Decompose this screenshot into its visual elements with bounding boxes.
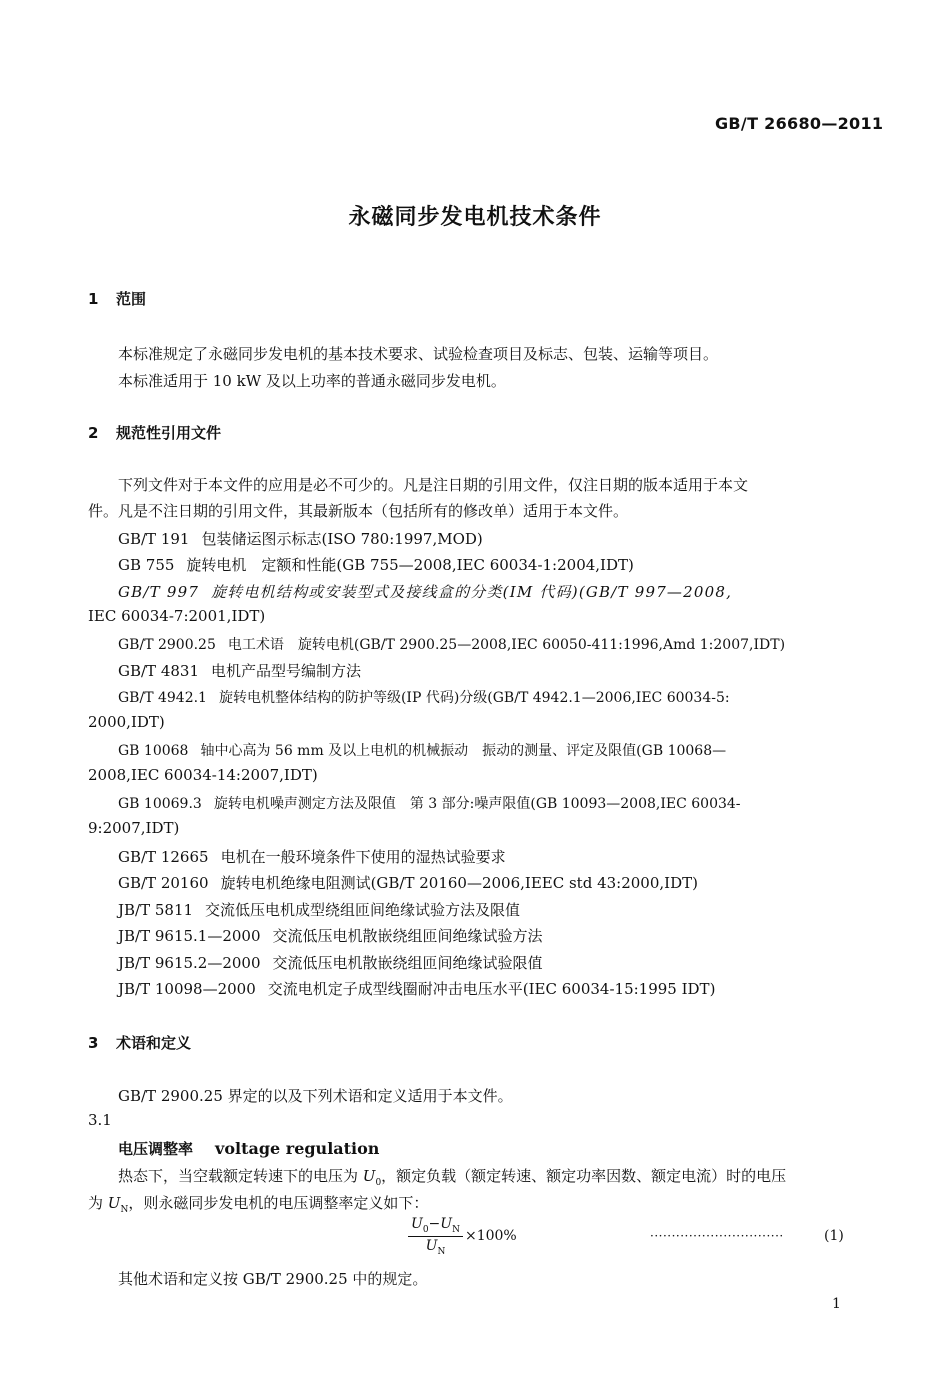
standard-number: GB/T 26680—2011 [715, 114, 884, 133]
reference-code: GB/T 20160 [118, 874, 209, 892]
reference-continuation: IEC 60034-7:2001,IDT) [88, 607, 266, 625]
reference-item [118, 952, 543, 973]
reference-continuation: 2008,IEC 60034-14:2007,IDT) [88, 766, 318, 784]
reference-title: 旋转电机噪声测定方法及限值 第 3 部分:噪声限值(GB 10093—2008,IEC 60034- [213, 796, 741, 812]
reference-item [118, 899, 520, 920]
reference-item [118, 740, 726, 760]
minus-sign: − [428, 1216, 441, 1232]
formula-multiplier: ×100% [464, 1228, 517, 1245]
equation-leader-dots: ······························· [650, 1229, 784, 1243]
reference-code: GB/T 4831 [118, 662, 200, 680]
reference-code: JB/T 10098—2000 [118, 980, 256, 998]
terms-intro: GB/T 2900.25 界定的以及下列术语和定义适用于本文件。 [118, 1087, 513, 1105]
document-title: 永磁同步发电机技术条件 [348, 205, 602, 230]
reference-code: JB/T 9615.1—2000 [118, 927, 261, 945]
page-number: 1 [832, 1296, 841, 1312]
section-number: 2 [88, 424, 99, 442]
reference-title: 旋转电机结构或安装型式及接线盒的分类(IM 代码)(GB/T 997—2008, [211, 583, 733, 601]
reference-item [118, 660, 361, 681]
reference-title: 交流电机定子成型线圈耐冲击电压水平(IEC 60034-15:1995 IDT) [267, 980, 716, 998]
reference-item [118, 846, 506, 867]
scope-paragraph-1: 本标准规定了永磁同步发电机的基本技术要求、试验检查项目及标志、包装、运输等项目。 [118, 345, 719, 363]
section-title: 术语和定义 [116, 1034, 192, 1052]
definition-text: 热态下，当空载额定转速下的电压为 [118, 1167, 363, 1185]
reference-code: JB/T 5811 [118, 901, 194, 919]
reference-code: GB 10069.3 [118, 796, 202, 812]
clause-number: 3.1 [88, 1111, 112, 1129]
section-title: 范围 [116, 290, 147, 308]
formula-fraction [408, 1216, 463, 1257]
subscript: 0 [375, 1178, 382, 1188]
numerator-term: U [440, 1216, 453, 1232]
definition-text: ，则永磁同步发电机的电压调整率定义如下： [128, 1194, 429, 1212]
section-number: 3 [88, 1034, 99, 1052]
reference-code: GB/T 12665 [118, 848, 209, 866]
reference-title: 旋转电机整体结构的防护等级(IP 代码)分级(GB/T 4942.1—2006,IEC 60034-5: [218, 690, 730, 706]
reference-item [118, 634, 785, 654]
section-2-heading [88, 422, 221, 443]
reference-code: GB 755 [118, 556, 175, 574]
reference-item [118, 872, 698, 893]
section-number: 1 [88, 290, 99, 308]
reference-item [118, 793, 741, 813]
reference-code: JB/T 9615.2—2000 [118, 954, 261, 972]
subscript: N [452, 1224, 460, 1235]
normative-intro-line-1: 下列文件对于本文件的应用是必不可少的。凡是注日期的引用文件，仅注日期的版本适用于本文 [118, 476, 749, 494]
reference-item [118, 554, 634, 575]
reference-item [118, 978, 715, 999]
definition-text: 为 [88, 1194, 108, 1212]
reference-title: 旋转电机绝缘电阻测试(GB/T 20160—2006,IEEC std 43:2000,IDT) [220, 874, 698, 892]
reference-title: 交流低压电机散嵌绕组匝间绝缘试验限值 [272, 954, 543, 972]
reference-title: 旋转电机 定额和性能(GB 755—2008,IEC 60034-1:2004,IDT) [186, 556, 634, 574]
reference-item [118, 687, 730, 707]
variable-u: U [362, 1167, 376, 1185]
equation-number: (1) [824, 1228, 844, 1244]
reference-code: GB 10068 [118, 743, 189, 759]
normative-intro-line-2: 件。凡是不注日期的引用文件，其最新版本（包括所有的修改单）适用于本文件。 [88, 502, 629, 520]
reference-code: GB/T 997 [118, 583, 200, 601]
reference-code: GB/T 191 [118, 530, 190, 548]
reference-title: 轴中心高为 56 mm 及以上电机的机械振动 振动的测量、评定及限值(GB 10068— [200, 743, 727, 759]
subscript: N [120, 1205, 129, 1215]
reference-item [118, 581, 732, 602]
numerator-term: U [411, 1216, 423, 1232]
reference-continuation: 2000,IDT) [88, 713, 165, 731]
definition-line-1 [118, 1165, 786, 1188]
definition-line-2 [88, 1192, 428, 1215]
reference-title: 交流低压电机成型绕组匝间绝缘试验方法及限值 [205, 901, 521, 919]
section-1-heading [88, 288, 146, 309]
fraction-numerator [408, 1216, 463, 1237]
variable-u: U [107, 1194, 121, 1212]
denominator-term: U [425, 1237, 438, 1254]
section-title: 规范性引用文件 [116, 424, 222, 442]
definition-text: ，额定负载（额定转速、额定功率因数、额定电流）时的电压 [381, 1167, 787, 1185]
reference-title: 电机在一般环境条件下使用的湿热试验要求 [220, 848, 506, 866]
reference-title: 电工术语 旋转电机(GB/T 2900.25—2008,IEC 60050-411:1996,Amd 1:2007,IDT) [227, 637, 786, 653]
reference-code: GB/T 2900.25 [118, 637, 216, 653]
reference-title: 电机产品型号编制方法 [211, 662, 362, 680]
reference-code: GB/T 4942.1 [118, 690, 207, 706]
scope-paragraph-2: 本标准适用于 10 kW 及以上功率的普通永磁同步发电机。 [118, 372, 506, 390]
fraction-denominator [408, 1237, 463, 1257]
section-3-heading [88, 1032, 191, 1053]
reference-item [118, 528, 483, 549]
reference-item [118, 925, 543, 946]
other-terms-note: 其他术语和定义按 GB/T 2900.25 中的规定。 [118, 1270, 428, 1288]
reference-title: 交流低压电机散嵌绕组匝间绝缘试验方法 [272, 927, 543, 945]
term-chinese: 电压调整率 [118, 1140, 194, 1158]
term-english: voltage regulation [215, 1139, 380, 1158]
term-heading [118, 1138, 379, 1159]
formula [408, 1216, 517, 1257]
subscript: 0 [422, 1224, 429, 1235]
reference-continuation: 9:2007,IDT) [88, 819, 180, 837]
reference-title: 包装储运图示标志(ISO 780:1997,MOD) [201, 530, 483, 548]
subscript: N [437, 1246, 446, 1257]
